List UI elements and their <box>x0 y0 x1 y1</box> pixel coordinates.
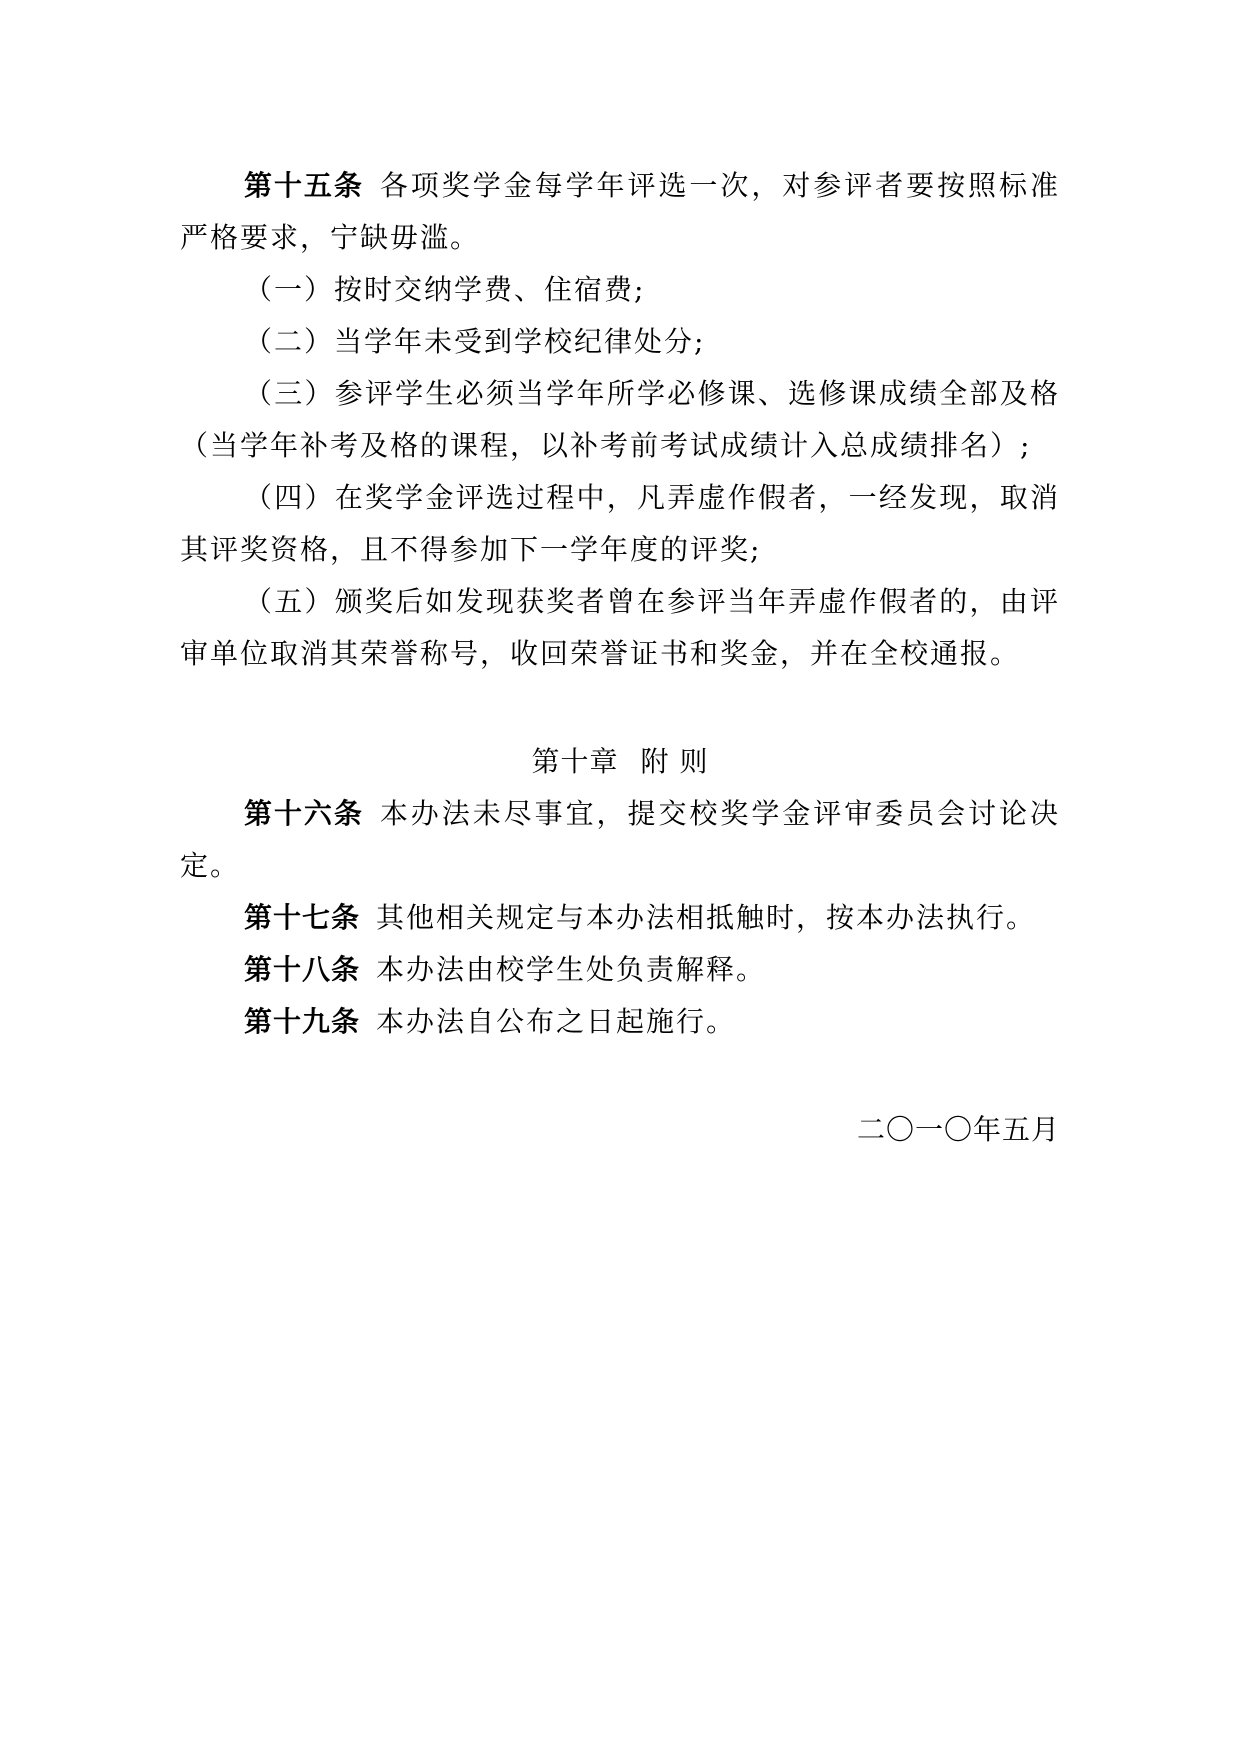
article-text: 其他相关规定与本办法相抵触时，按本办法执行。 <box>376 901 1037 934</box>
chapter-number: 第十章 <box>531 745 619 778</box>
article-18 <box>180 944 1060 996</box>
article-text: 本办法自公布之日起施行。 <box>376 1005 737 1038</box>
list-item: （三）参评学生必须当学年所学必修课、选修课成绩全部及格（当学年补考及格的课程，以补考前考试成绩计入总成绩排名）; <box>180 377 1060 462</box>
article-number: 第十五条 <box>244 169 364 202</box>
list-item: （五）颁奖后如发现获奖者曾在参评当年弄虚作假者的，由评审单位取消其荣誉称号，收回荣誉证书和奖金，并在全校通报。 <box>180 585 1060 670</box>
list-item: （一）按时交纳学费、住宿费; <box>244 273 646 306</box>
list-item: （二）当学年未受到学校纪律处分; <box>244 325 706 358</box>
list-item: （四）在奖学金评选过程中，凡弄虚作假者，一经发现，取消其评奖资格，且不得参加下一学年度的评奖; <box>180 481 1060 566</box>
chapter-title: 附 则 <box>640 745 709 778</box>
article-15 <box>180 160 1060 264</box>
article-number: 第十六条 <box>244 797 364 830</box>
article-19 <box>180 996 1060 1048</box>
article-number: 第十八条 <box>244 953 361 986</box>
chapter-heading <box>180 736 1060 788</box>
article-text: 本办法由校学生处负责解释。 <box>376 953 767 986</box>
issue-date: 二〇一〇年五月 <box>856 1113 1060 1146</box>
article-number: 第十九条 <box>244 1005 361 1038</box>
article-number: 第十七条 <box>244 901 361 934</box>
article-16 <box>180 788 1060 892</box>
article-text: 各项奖学金每学年评选一次，对参评者要按照标准严格要求，宁缺毋滥。 <box>180 169 1060 254</box>
document-page <box>180 160 1060 1156</box>
article-17 <box>180 892 1060 944</box>
article-text: 本办法未尽事宜，提交校奖学金评审委员会讨论决定。 <box>180 797 1060 882</box>
